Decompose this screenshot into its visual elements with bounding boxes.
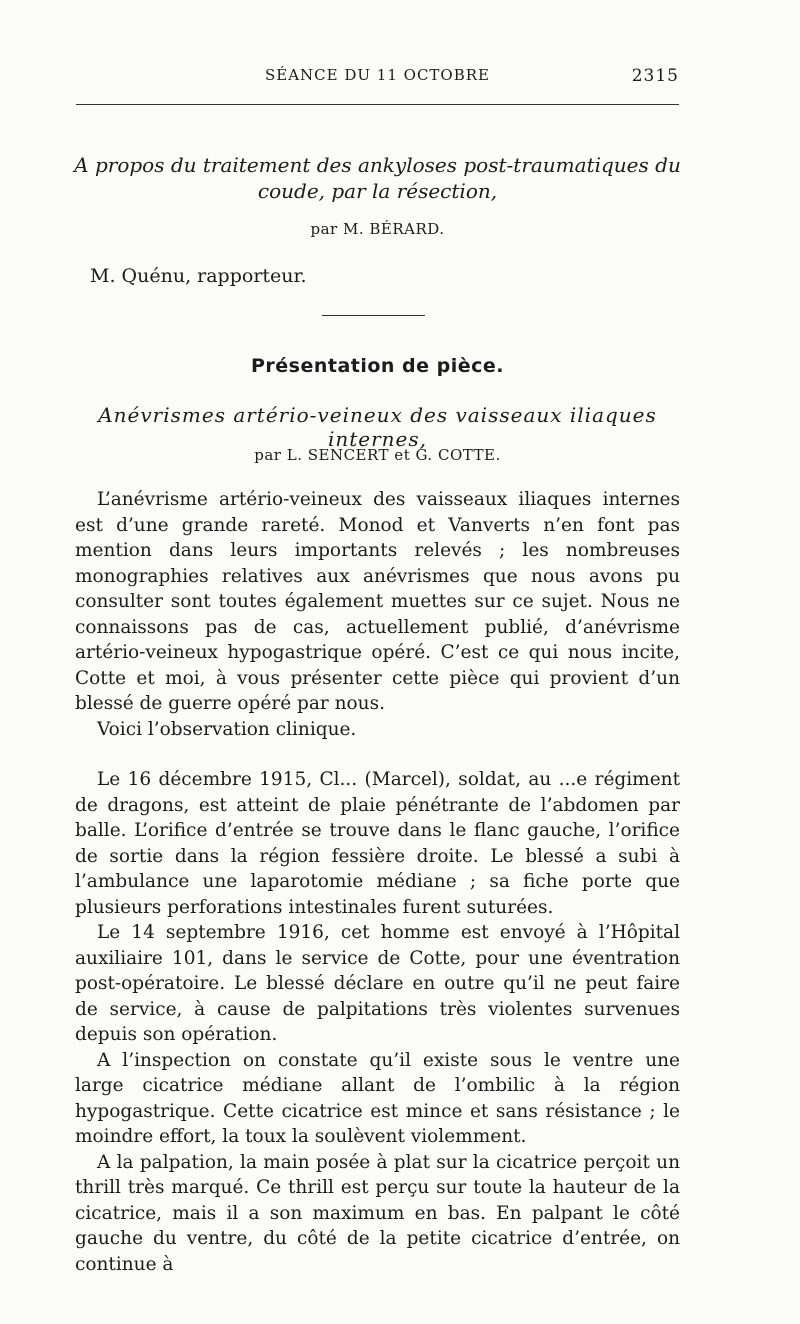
article-byline-1: par M. BÉRARD. [310, 220, 445, 238]
paragraph: Voici l’observation clinique. [97, 718, 357, 740]
paragraph: A la palpation, la main posée à plat sur la cicatrice perçoit un thrill très marqué. Ce thrill est perçu sur toute la hauteur de la cicatrice, mais il a son maximum en bas. En palpant le côté gauche du ventre, du côté de la petite cicatrice d’entrée, on continue à [75, 1151, 680, 1275]
section-heading: Présentation de pièce. [250, 355, 505, 377]
paragraph: L’anévrisme artério-veineux des vaisseaux iliaques internes est d’une grande rareté. Monod et Vanverts n’en font pas mention dans leurs importants relevés ; les nombreuses monographies relatives aux anévrismes que nous avons pu consulter sont toutes également muettes sur ce sujet. Nous ne connaissons pas de cas, actuellement publié, d’anévrisme artério-veineux hypogastrique opéré. C’est ce qui nous incite, Cotte et moi, à vous présenter cette pièce qui provient d’un blessé de guerre opéré par nous. [75, 489, 680, 714]
section-divider [322, 315, 425, 316]
paragraph: Le 14 septembre 1916, cet homme est envoyé à l’Hôpital auxiliaire 101, dans le service de Cotte, pour une éventration post-opératoire. Le blessé déclare en outre qu’il ne peut faire de service, à cause de palpitations très violentes survenues depuis son opération. [75, 922, 680, 1045]
article-byline-2: par L. SENCERT et G. COTTE. [254, 446, 501, 464]
running-head [76, 62, 679, 90]
header-rule [76, 104, 679, 105]
paragraph: A l’inspection on constate qu’il existe sous le ventre une large cicatrice médiane allant de l’ombilic à la région hypogastrique. Cette cicatrice est mince et sans résistance ; le moindre effort, la toux la soulèvent violemment. [75, 1049, 680, 1147]
rapporteur-line: M. Quénu, rapporteur. [90, 265, 307, 287]
running-title: SÉANCE DU 11 OCTOBRE [264, 66, 490, 84]
article-body [75, 487, 680, 1277]
article-title-1: A propos du traitement des ankyloses post-traumatiques du coude, par la résection, [74, 153, 681, 203]
paragraph: Le 16 décembre 1915, Cl... (Marcel), soldat, au ...e régiment de dragons, est atteint de plaie pénétrante de l’abdomen par balle. L’orifice d’entrée se trouve dans le flanc gauche, l’orifice de sortie dans la région fessière droite. Le blessé a subi à l’ambulance une laparotomie médiane ; sa fiche porte que plusieurs perforations intestinales furent suturées. [75, 769, 680, 918]
article-title-2: Anévrismes artério-veineux des vaisseaux iliaques internes, [98, 403, 657, 451]
page-number: 2315 [631, 66, 679, 86]
